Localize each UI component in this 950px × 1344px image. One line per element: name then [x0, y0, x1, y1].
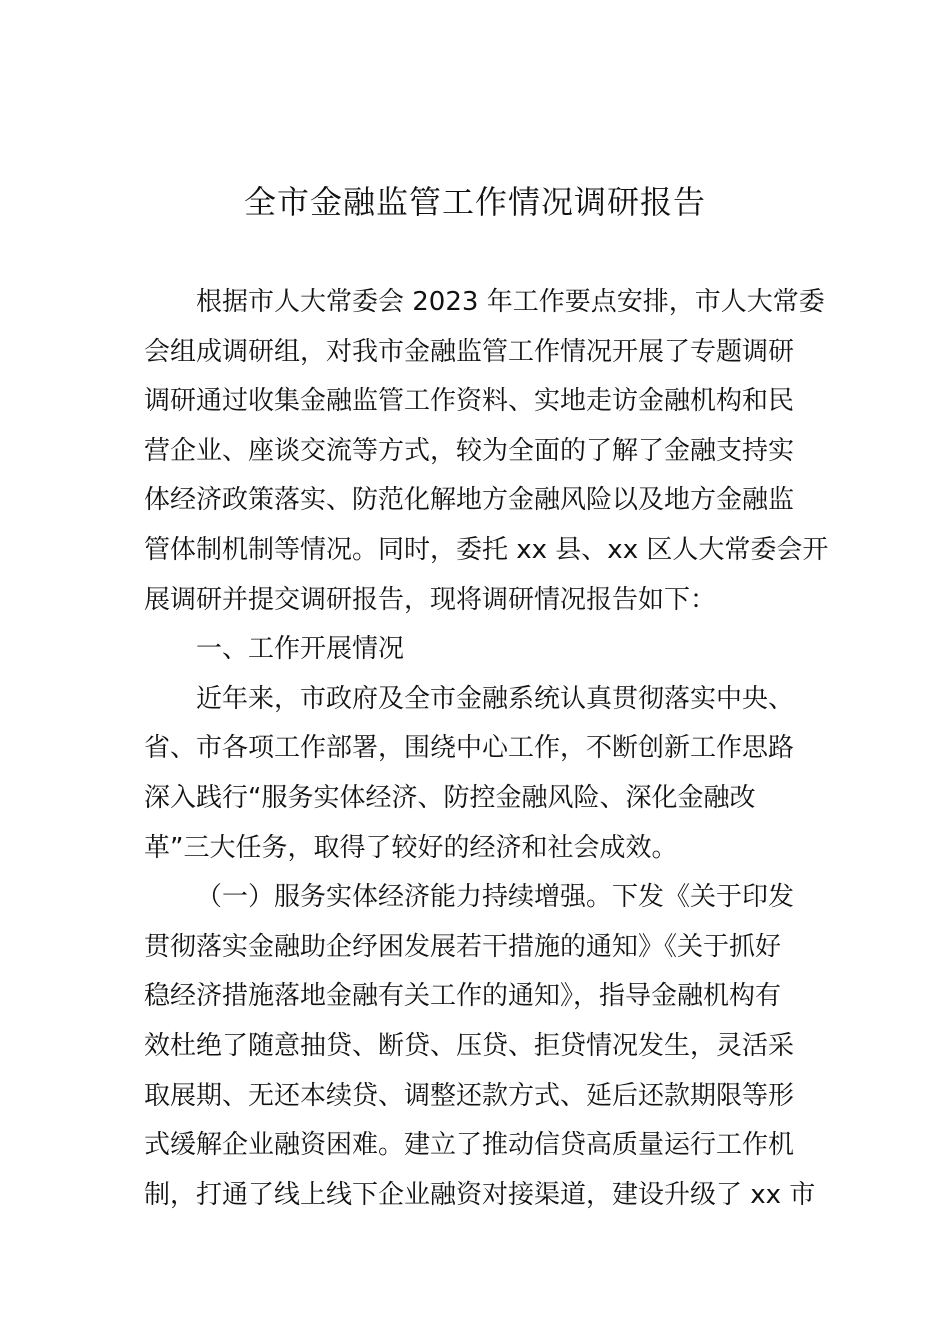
paragraph-line: 近年来，市政府及全市金融系统认真贯彻落实中央、	[196, 683, 795, 714]
document-title: 全市金融监管工作情况调研报告	[243, 183, 706, 221]
section-heading: 一、工作开展情况	[196, 634, 405, 665]
paragraph-line: 稳经济措施落地金融有关工作的通知》，指导金融机构有	[144, 981, 782, 1012]
document-body	[144, 278, 829, 1220]
paragraph-line: 管体制机制等情况。同时，委托 xx 县、xx 区人大常委会开	[144, 534, 829, 565]
paragraph-line: 取展期、无还本续贷、调整还款方式、延后还款期限等形	[144, 1080, 795, 1111]
paragraph-line: 营企业、座谈交流等方式，较为全面的了解了金融支持实	[144, 435, 795, 466]
paragraph-line: 效杜绝了随意抽贷、断贷、压贷、拒贷情况发生，灵活采	[144, 1030, 795, 1061]
paragraph-line: 式缓解企业融资困难。建立了推动信贷高质量运行工作机	[144, 1130, 795, 1161]
paragraph-line: 省、市各项工作部署，围绕中心工作，不断创新工作思路	[144, 733, 795, 764]
paragraph-line: 展调研并提交调研报告，现将调研情况报告如下：	[144, 584, 717, 615]
paragraph-line: 体经济政策落实、防范化解地方金融风险以及地方金融监	[144, 485, 795, 516]
subsection-line: （一）服务实体经济能力持续增强。下发《关于印发	[196, 882, 795, 913]
paragraph-line: 根据市人大常委会 2023 年工作要点安排，市人大常委	[196, 287, 825, 317]
paragraph-line: 制，打通了线上线下企业融资对接渠道，建设升级了 xx 市	[144, 1179, 816, 1210]
paragraph-line: 深入践行“服务实体经济、防控金融风险、深化金融改	[144, 782, 756, 813]
paragraph-line: 会组成调研组，对我市金融监管工作情况开展了专题调研	[144, 336, 795, 367]
paragraph-line: 革”三大任务，取得了较好的经济和社会成效。	[144, 832, 678, 863]
paragraph-line: 调研通过收集金融监管工作资料、实地走访金融机构和民	[144, 386, 795, 417]
paragraph-line: 贯彻落实金融助企纾困发展若干措施的通知》《关于抓好	[144, 931, 782, 962]
